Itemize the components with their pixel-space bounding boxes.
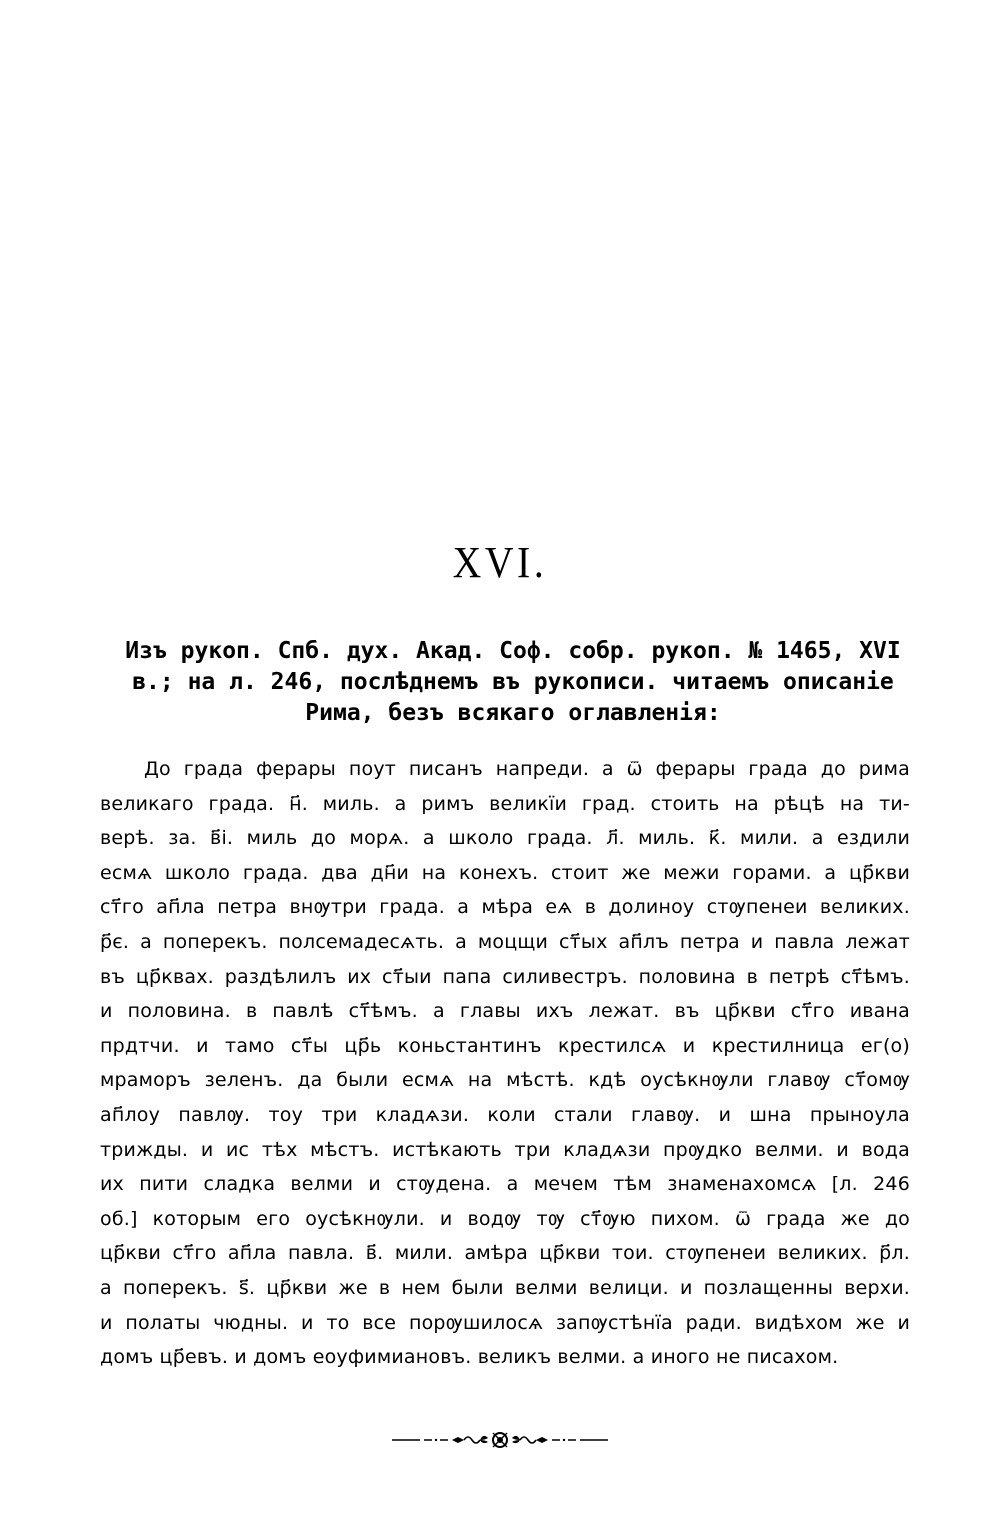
text-line: мраморъ зеленъ. да были есмѧ на мѣстѣ. кдѣ оусѣкнѹли главѹ ст҃омѹ <box>100 1069 910 1092</box>
text-line: верѣ. за. в҃і. миль до морѧ. а школо града. л҃. миль. к҃. мили. а ездили <box>100 827 910 850</box>
text-line: их пити сладка велми и стѹдена. а мечем тѣм знаменахомсѧ [л. 246 <box>100 1173 910 1196</box>
text-line: есмѧ школо града. два дн҃и на конехъ. стоит же межи горами. а цр҃кви <box>100 861 910 884</box>
text-line: домъ цр҃евъ. и домъ еоуфимиановъ. великъ велми. а иного не писахом. <box>100 1346 839 1369</box>
text-line: великаго града. н҃. миль. а римъ великїи град. стоить на рѣцѣ на ти- <box>100 792 910 815</box>
ornament-divider <box>0 1428 1000 1456</box>
text-line: об.] которым его оусѣкнѹли. и водѹ тѹ ст҃ѹю пихом. ѿ града же до <box>100 1207 910 1230</box>
text-line: прдтчи. и тамо ст҃ы цр҃ь коньстантинъ крестилсѧ и крестилница ег(о) <box>100 1034 910 1057</box>
text-line: цр҃кви ст҃го ап҃ла павла. в҃. мили. амѣра цр҃кви тои. стѹпенеи великих. р҃л. <box>100 1242 910 1265</box>
chapter-number: XVI. <box>452 538 548 587</box>
text-line: и полаты чюдны. и то все порѹшилосѧ запѹстѣнїа ради. видѣхом же и <box>100 1311 910 1334</box>
text-line: р҃є. а поперекъ. полсемадесѧть. а моцщи ст҃ых ап҃лъ петра и павла лежат <box>100 930 910 953</box>
ornament-divider-icon <box>390 1428 610 1452</box>
text-line: въ цр҃квах. раздѣлилъ их ст҃ыи папа силивестръ. половина в петрѣ ст҃ѣмъ. <box>100 965 910 988</box>
text-line: трижды. и ис тѣх мѣстъ. истѣкають три кладѧзи прѹдко велми. и вода <box>100 1138 910 1161</box>
text-line: и половина. в павлѣ ст҃ѣмъ. а главы ихъ лежат. въ цр҃кви ст҃го ивана <box>100 1000 910 1023</box>
text-line: ст҃го ап҃ла петра внѹтри града. а мѣра еѧ в долиноу стѹпенеи великих. <box>100 896 910 919</box>
heading-line: Изъ рукоп. Спб. дух. Акад. Соф. собр. рукоп. № 1465, XVI <box>125 638 901 664</box>
heading-line: в.; на л. 246, послѣднемъ въ рукописи. читаемъ описаніе <box>132 669 894 695</box>
text-line: До града ферары поут писанъ напреди. а ѿ ферары града до рима <box>144 758 910 780</box>
text-line: ап҃лоу павлѹ. тоу три кладѧзи. коли стали главѹ. и шна прыноула <box>100 1103 910 1126</box>
heading-line: Рима, безъ всякаго оглавленія: <box>305 700 721 726</box>
section-heading <box>118 636 908 729</box>
old-slavonic-text <box>100 752 910 1375</box>
text-line: а поперекъ. ѕ҃. цр҃кви же в нем были велми велици. и позлащенны верхи. <box>100 1276 910 1299</box>
